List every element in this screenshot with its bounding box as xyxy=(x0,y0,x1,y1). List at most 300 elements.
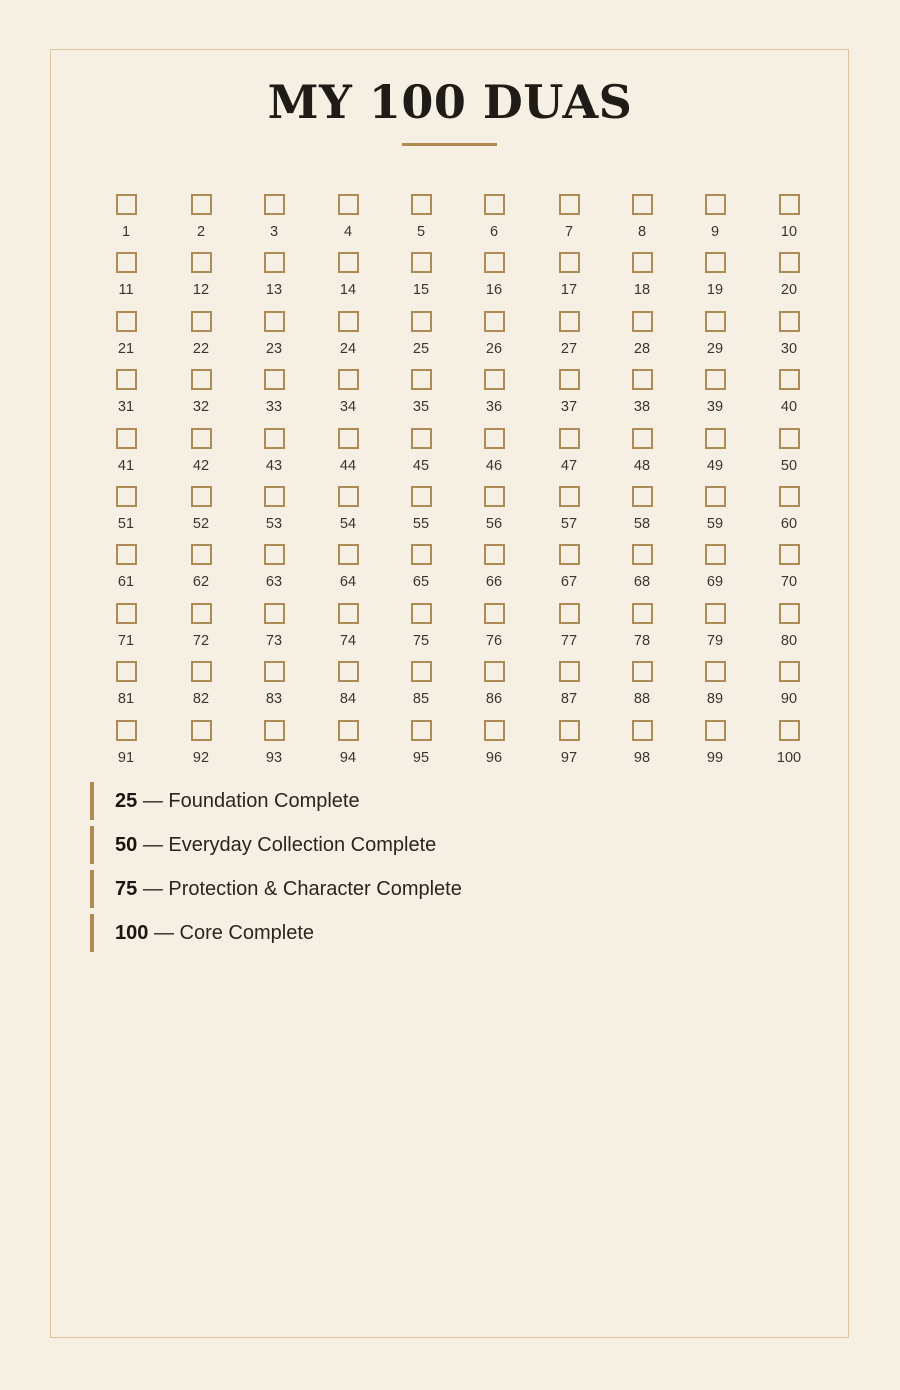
checkbox[interactable] xyxy=(632,369,653,390)
checklist-item xyxy=(759,661,819,715)
checklist-number: 63 xyxy=(265,574,283,590)
milestone-item xyxy=(90,870,810,908)
milestone-label: Foundation Complete xyxy=(168,790,360,812)
checklist-number: 19 xyxy=(706,282,724,298)
checklist-item xyxy=(539,486,599,540)
checklist-number: 45 xyxy=(412,458,430,474)
checklist-number: 38 xyxy=(633,399,651,415)
checklist-number: 17 xyxy=(560,282,578,298)
checklist-number: 7 xyxy=(564,224,574,240)
checklist-number: 93 xyxy=(265,750,283,766)
checkbox[interactable] xyxy=(264,428,285,449)
checkbox[interactable] xyxy=(779,428,800,449)
checkbox[interactable] xyxy=(116,194,137,215)
checklist-item xyxy=(318,720,378,774)
checklist-item xyxy=(96,369,156,423)
checklist-item xyxy=(539,720,599,774)
checklist-number: 75 xyxy=(412,633,430,649)
checklist-number: 54 xyxy=(339,516,357,532)
checklist-item xyxy=(244,311,304,365)
checklist-item xyxy=(685,661,745,715)
checklist-item xyxy=(244,544,304,598)
milestone-list xyxy=(90,782,810,958)
checklist-item xyxy=(391,369,451,423)
checklist-number: 2 xyxy=(196,224,206,240)
checklist-number: 53 xyxy=(265,516,283,532)
checklist-item xyxy=(539,603,599,657)
checklist-number: 73 xyxy=(265,633,283,649)
checklist-item xyxy=(539,311,599,365)
checklist-item xyxy=(171,194,231,248)
checklist-item xyxy=(759,603,819,657)
checklist-number: 98 xyxy=(633,750,651,766)
checkbox[interactable] xyxy=(705,311,726,332)
checkbox[interactable] xyxy=(191,369,212,390)
checklist-item xyxy=(464,369,524,423)
checkbox[interactable] xyxy=(264,252,285,273)
milestone-label: Core Complete xyxy=(179,922,315,944)
checklist-number: 47 xyxy=(560,458,578,474)
checkbox[interactable] xyxy=(484,428,505,449)
checklist-item xyxy=(612,311,672,365)
checklist-item xyxy=(244,252,304,306)
milestone-item xyxy=(90,782,810,820)
checkbox[interactable] xyxy=(264,544,285,565)
checkbox[interactable] xyxy=(484,194,505,215)
milestone-separator: — xyxy=(142,878,163,900)
checkbox[interactable] xyxy=(338,603,359,624)
checkbox[interactable] xyxy=(411,369,432,390)
checkbox[interactable] xyxy=(411,603,432,624)
checklist-item xyxy=(171,252,231,306)
checklist-number: 79 xyxy=(706,633,724,649)
checkbox[interactable] xyxy=(779,369,800,390)
checklist-item xyxy=(464,544,524,598)
checklist-item xyxy=(96,311,156,365)
checklist-number: 33 xyxy=(265,399,283,415)
checklist-number: 92 xyxy=(192,750,210,766)
checklist-item xyxy=(96,486,156,540)
milestone-label: Everyday Collection Complete xyxy=(168,834,437,856)
checklist-number: 77 xyxy=(560,633,578,649)
checklist-item xyxy=(391,194,451,248)
checkbox[interactable] xyxy=(559,486,580,507)
checkbox[interactable] xyxy=(338,428,359,449)
checkbox[interactable] xyxy=(411,720,432,741)
checklist-number: 66 xyxy=(485,574,503,590)
checklist-item xyxy=(96,252,156,306)
checklist-item xyxy=(685,428,745,482)
checkbox[interactable] xyxy=(411,661,432,682)
checkbox[interactable] xyxy=(116,486,137,507)
checklist-number: 71 xyxy=(117,633,135,649)
checklist-number: 94 xyxy=(339,750,357,766)
checkbox[interactable] xyxy=(559,661,580,682)
checklist-item xyxy=(171,486,231,540)
checklist-item xyxy=(759,486,819,540)
checklist-item xyxy=(391,720,451,774)
milestone-item xyxy=(90,914,810,952)
checkbox[interactable] xyxy=(191,252,212,273)
checklist-item xyxy=(391,603,451,657)
checklist-item xyxy=(318,603,378,657)
checklist-item xyxy=(464,603,524,657)
checklist-item xyxy=(612,428,672,482)
checklist-item xyxy=(539,369,599,423)
checkbox[interactable] xyxy=(484,603,505,624)
checklist-item xyxy=(171,369,231,423)
checkbox[interactable] xyxy=(116,252,137,273)
checklist-item xyxy=(171,311,231,365)
checklist-item xyxy=(464,252,524,306)
checklist-number: 83 xyxy=(265,691,283,707)
checkbox[interactable] xyxy=(779,603,800,624)
checklist-item xyxy=(318,194,378,248)
checklist-number: 42 xyxy=(192,458,210,474)
checklist-item xyxy=(685,544,745,598)
checklist-item xyxy=(464,486,524,540)
checkbox[interactable] xyxy=(484,311,505,332)
checkbox[interactable] xyxy=(338,194,359,215)
checkbox[interactable] xyxy=(264,603,285,624)
checkbox[interactable] xyxy=(411,486,432,507)
checkbox[interactable] xyxy=(116,311,137,332)
checkbox[interactable] xyxy=(559,603,580,624)
checklist-number: 96 xyxy=(485,750,503,766)
checklist-number: 89 xyxy=(706,691,724,707)
checklist-item xyxy=(244,661,304,715)
checklist-item xyxy=(96,603,156,657)
checklist-item xyxy=(96,720,156,774)
checklist-item xyxy=(171,603,231,657)
checklist-number: 62 xyxy=(192,574,210,590)
checklist-item xyxy=(759,194,819,248)
checkbox[interactable] xyxy=(484,661,505,682)
checkbox[interactable] xyxy=(705,369,726,390)
checkbox[interactable] xyxy=(338,252,359,273)
checklist-item xyxy=(685,603,745,657)
checklist-item xyxy=(759,544,819,598)
checkbox[interactable] xyxy=(705,661,726,682)
checkbox[interactable] xyxy=(632,544,653,565)
checklist-number: 51 xyxy=(117,516,135,532)
checklist-item xyxy=(612,544,672,598)
checklist-number: 95 xyxy=(412,750,430,766)
checklist-number: 10 xyxy=(780,224,798,240)
checklist-number: 67 xyxy=(560,574,578,590)
checkbox[interactable] xyxy=(559,311,580,332)
checklist-item xyxy=(612,661,672,715)
checklist-item xyxy=(171,544,231,598)
checklist-number: 39 xyxy=(706,399,724,415)
checkbox[interactable] xyxy=(559,720,580,741)
checkbox[interactable] xyxy=(705,720,726,741)
checklist-number: 35 xyxy=(412,399,430,415)
checkbox[interactable] xyxy=(116,603,137,624)
checkbox[interactable] xyxy=(559,252,580,273)
checkbox[interactable] xyxy=(779,661,800,682)
checklist-item xyxy=(612,369,672,423)
checkbox[interactable] xyxy=(191,661,212,682)
checklist-item xyxy=(685,252,745,306)
checklist-number: 49 xyxy=(706,458,724,474)
checklist-number: 69 xyxy=(706,574,724,590)
checklist-number: 8 xyxy=(637,224,647,240)
checklist-item xyxy=(464,194,524,248)
checklist-item xyxy=(612,720,672,774)
checkbox[interactable] xyxy=(705,544,726,565)
checkbox[interactable] xyxy=(632,252,653,273)
checkbox[interactable] xyxy=(191,428,212,449)
checklist-number: 24 xyxy=(339,341,357,357)
checklist-number: 78 xyxy=(633,633,651,649)
checkbox[interactable] xyxy=(705,428,726,449)
checkbox[interactable] xyxy=(484,369,505,390)
checklist-number: 9 xyxy=(710,224,720,240)
checkbox[interactable] xyxy=(116,720,137,741)
checkbox[interactable] xyxy=(338,311,359,332)
checklist-number: 97 xyxy=(560,750,578,766)
checkbox[interactable] xyxy=(411,311,432,332)
checkbox[interactable] xyxy=(779,720,800,741)
checklist-number: 32 xyxy=(192,399,210,415)
checklist-number: 31 xyxy=(117,399,135,415)
checklist-number: 1 xyxy=(121,224,131,240)
checklist-number: 55 xyxy=(412,516,430,532)
checkbox[interactable] xyxy=(705,603,726,624)
checkbox[interactable] xyxy=(484,720,505,741)
checklist-item xyxy=(244,194,304,248)
checklist-item xyxy=(539,194,599,248)
checklist-number: 15 xyxy=(412,282,430,298)
checklist-number: 99 xyxy=(706,750,724,766)
checkbox[interactable] xyxy=(116,369,137,390)
checklist-item xyxy=(464,661,524,715)
checkbox[interactable] xyxy=(338,486,359,507)
checklist-number: 87 xyxy=(560,691,578,707)
checklist-item xyxy=(244,369,304,423)
checkbox[interactable] xyxy=(191,194,212,215)
checkbox[interactable] xyxy=(559,544,580,565)
checklist-number: 11 xyxy=(118,282,134,298)
checklist-number: 84 xyxy=(339,691,357,707)
checklist-item xyxy=(685,194,745,248)
checklist-item xyxy=(391,311,451,365)
checkbox[interactable] xyxy=(264,720,285,741)
checkbox[interactable] xyxy=(191,544,212,565)
checklist-number: 3 xyxy=(269,224,279,240)
checklist-number: 82 xyxy=(192,691,210,707)
checklist-item xyxy=(464,720,524,774)
checkbox[interactable] xyxy=(779,544,800,565)
checkbox[interactable] xyxy=(411,544,432,565)
checklist-item xyxy=(391,661,451,715)
checklist-number: 14 xyxy=(339,282,357,298)
checklist-item xyxy=(759,369,819,423)
checkbox[interactable] xyxy=(559,194,580,215)
checkbox[interactable] xyxy=(338,544,359,565)
checklist-item xyxy=(685,720,745,774)
checklist-number: 64 xyxy=(339,574,357,590)
checkbox[interactable] xyxy=(484,252,505,273)
checkbox[interactable] xyxy=(338,369,359,390)
checkbox[interactable] xyxy=(191,603,212,624)
checklist-item xyxy=(96,428,156,482)
checklist-item xyxy=(171,661,231,715)
checklist-number: 12 xyxy=(192,282,210,298)
checklist-item xyxy=(244,486,304,540)
checklist-item xyxy=(685,369,745,423)
checkbox[interactable] xyxy=(264,661,285,682)
checklist-item xyxy=(759,428,819,482)
checkbox[interactable] xyxy=(484,486,505,507)
checklist-number: 26 xyxy=(485,341,503,357)
checklist-item xyxy=(759,252,819,306)
checklist-number: 6 xyxy=(489,224,499,240)
checklist-item xyxy=(759,720,819,774)
milestone-separator: — xyxy=(142,790,163,812)
milestone-count: 100 xyxy=(115,922,149,944)
checklist-number: 100 xyxy=(776,750,802,766)
checklist-number: 72 xyxy=(192,633,210,649)
checklist-item xyxy=(171,720,231,774)
checklist-item xyxy=(318,252,378,306)
checklist-number: 65 xyxy=(412,574,430,590)
checklist-number: 23 xyxy=(265,341,283,357)
checklist-number: 57 xyxy=(560,516,578,532)
checklist-number: 61 xyxy=(117,574,135,590)
checklist-number: 91 xyxy=(117,750,135,766)
checkbox[interactable] xyxy=(632,486,653,507)
checkbox[interactable] xyxy=(632,428,653,449)
checkbox[interactable] xyxy=(191,311,212,332)
checkbox[interactable] xyxy=(779,252,800,273)
milestone-count: 25 xyxy=(115,790,138,812)
checklist-number: 86 xyxy=(485,691,503,707)
checklist-item xyxy=(171,428,231,482)
checklist-item xyxy=(96,194,156,248)
checklist-item xyxy=(612,252,672,306)
checkbox[interactable] xyxy=(559,428,580,449)
checkbox[interactable] xyxy=(116,661,137,682)
checklist-item xyxy=(539,544,599,598)
checkbox[interactable] xyxy=(411,428,432,449)
checklist-number: 40 xyxy=(780,399,798,415)
checkbox[interactable] xyxy=(484,544,505,565)
checklist-number: 85 xyxy=(412,691,430,707)
checklist-item xyxy=(759,311,819,365)
checklist-item xyxy=(612,486,672,540)
checklist-item xyxy=(612,194,672,248)
checkbox[interactable] xyxy=(191,720,212,741)
checklist-number: 48 xyxy=(633,458,651,474)
checkbox[interactable] xyxy=(264,311,285,332)
checklist-number: 37 xyxy=(560,399,578,415)
checkbox[interactable] xyxy=(264,194,285,215)
checklist-number: 41 xyxy=(117,458,135,474)
checklist-number: 80 xyxy=(780,633,798,649)
milestone-separator: — xyxy=(153,922,174,944)
checkbox[interactable] xyxy=(116,428,137,449)
checklist-item xyxy=(685,486,745,540)
checkbox[interactable] xyxy=(411,252,432,273)
checklist-item xyxy=(464,311,524,365)
checklist-number: 44 xyxy=(339,458,357,474)
checklist-number: 88 xyxy=(633,691,651,707)
checklist-number: 34 xyxy=(339,399,357,415)
checklist-item xyxy=(464,428,524,482)
checklist-item xyxy=(96,661,156,715)
checkbox[interactable] xyxy=(264,486,285,507)
checklist-number: 70 xyxy=(780,574,798,590)
checkbox[interactable] xyxy=(264,369,285,390)
checklist-number: 30 xyxy=(780,341,798,357)
checkbox[interactable] xyxy=(559,369,580,390)
checkbox[interactable] xyxy=(632,194,653,215)
checklist-item xyxy=(391,544,451,598)
checklist-item xyxy=(244,603,304,657)
checklist-number: 76 xyxy=(485,633,503,649)
checkbox[interactable] xyxy=(191,486,212,507)
checklist-item xyxy=(318,369,378,423)
checklist-number: 68 xyxy=(633,574,651,590)
checklist-item xyxy=(244,720,304,774)
checklist-item xyxy=(244,428,304,482)
checklist-item xyxy=(391,428,451,482)
checklist-item xyxy=(612,603,672,657)
checkbox[interactable] xyxy=(632,661,653,682)
checkbox[interactable] xyxy=(632,603,653,624)
checklist-number: 52 xyxy=(192,516,210,532)
checklist-item xyxy=(539,252,599,306)
checklist-number: 22 xyxy=(192,341,210,357)
checklist-number: 13 xyxy=(265,282,283,298)
checklist-item xyxy=(96,544,156,598)
checklist-item xyxy=(318,428,378,482)
checkbox[interactable] xyxy=(705,252,726,273)
checklist-item xyxy=(391,486,451,540)
checkbox[interactable] xyxy=(632,311,653,332)
checklist-number: 4 xyxy=(343,224,353,240)
checkbox[interactable] xyxy=(705,194,726,215)
checkbox[interactable] xyxy=(779,311,800,332)
checkbox[interactable] xyxy=(705,486,726,507)
milestone-label: Protection & Character Complete xyxy=(168,878,462,900)
checkbox[interactable] xyxy=(338,661,359,682)
checklist-number: 27 xyxy=(560,341,578,357)
checkbox[interactable] xyxy=(116,544,137,565)
checklist-number: 36 xyxy=(485,399,503,415)
checkbox[interactable] xyxy=(779,194,800,215)
checklist-number: 25 xyxy=(412,341,430,357)
checklist-number: 29 xyxy=(706,341,724,357)
checklist-item xyxy=(318,544,378,598)
checklist-number: 18 xyxy=(633,282,651,298)
checkbox[interactable] xyxy=(632,720,653,741)
checklist-number: 20 xyxy=(780,282,798,298)
checkbox[interactable] xyxy=(779,486,800,507)
checklist-number: 74 xyxy=(339,633,357,649)
checklist-number: 28 xyxy=(633,341,651,357)
checklist-number: 46 xyxy=(485,458,503,474)
checkbox[interactable] xyxy=(338,720,359,741)
checklist-item xyxy=(318,661,378,715)
checklist-number: 21 xyxy=(117,341,135,357)
checkbox[interactable] xyxy=(411,194,432,215)
checklist-item xyxy=(391,252,451,306)
milestone-count: 75 xyxy=(115,878,138,900)
checklist-item xyxy=(539,428,599,482)
